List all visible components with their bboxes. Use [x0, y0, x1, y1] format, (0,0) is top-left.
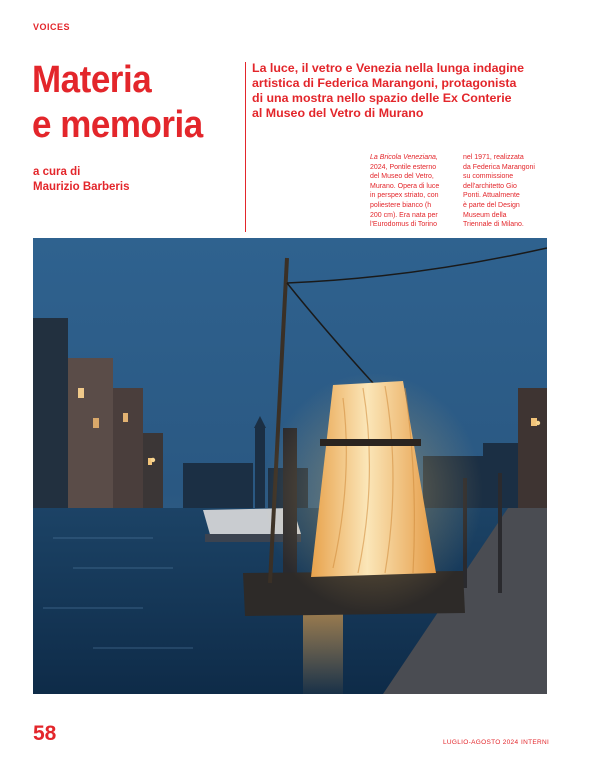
lead-line: artistica di Federica Marangoni, protagonista [252, 76, 517, 90]
feature-photo [33, 238, 547, 694]
caption-column-2 [463, 153, 553, 230]
byline-prefix: a cura di [33, 166, 81, 178]
lead-line: di una mostra nello spazio delle Ex Conterie [252, 91, 512, 105]
lead-paragraph [252, 61, 557, 121]
right-buildings [518, 388, 547, 518]
issue-date: LUGLIO-AGOSTO 2024 [443, 739, 519, 746]
caption-line: Murano. Opera di luce [370, 182, 440, 190]
byline [33, 165, 130, 195]
byline-author: Maurizio Barberis [33, 181, 130, 193]
caption-line: in perspex striato, con [370, 192, 439, 200]
caption-line: dell'architetto Gio [463, 182, 517, 190]
caption-line: l'Eurodomus di Torino [370, 221, 437, 229]
lead-line: La luce, il vetro e Venezia nella lunga indagine [252, 61, 524, 75]
caption-line: 2024, Pontile esterno [370, 163, 437, 171]
caption-line: su commissione [463, 173, 514, 181]
caption-line: Triennale di Milano. [463, 221, 524, 229]
caption-line: è parte del Design [463, 201, 520, 209]
section-label: VOICES [33, 22, 71, 32]
caption-line: da Federica Marangoni [463, 163, 535, 171]
vertical-divider [245, 62, 246, 232]
page-number: 58 [33, 722, 57, 745]
caption-line: poliestere bianco (h [370, 201, 432, 209]
caption-line: del Museo del Vetro, [370, 173, 434, 181]
caption-line: nel 1971, realizzata [463, 154, 524, 161]
title-line-1: Materia [32, 59, 152, 101]
caption-line: Ponti. Attualmente [463, 192, 520, 200]
article-title [32, 58, 225, 148]
caption-line: La Bricola Veneziana, [370, 154, 438, 161]
caption-column-1 [370, 153, 460, 230]
title-line-2: e memoria [32, 104, 203, 146]
magazine-name: INTERNI [521, 739, 550, 746]
caption-line: Museum della [463, 211, 507, 219]
lead-line: al Museo del Vetro di Murano [252, 106, 424, 120]
caption-line: 200 cm). Era nata per [370, 211, 438, 219]
